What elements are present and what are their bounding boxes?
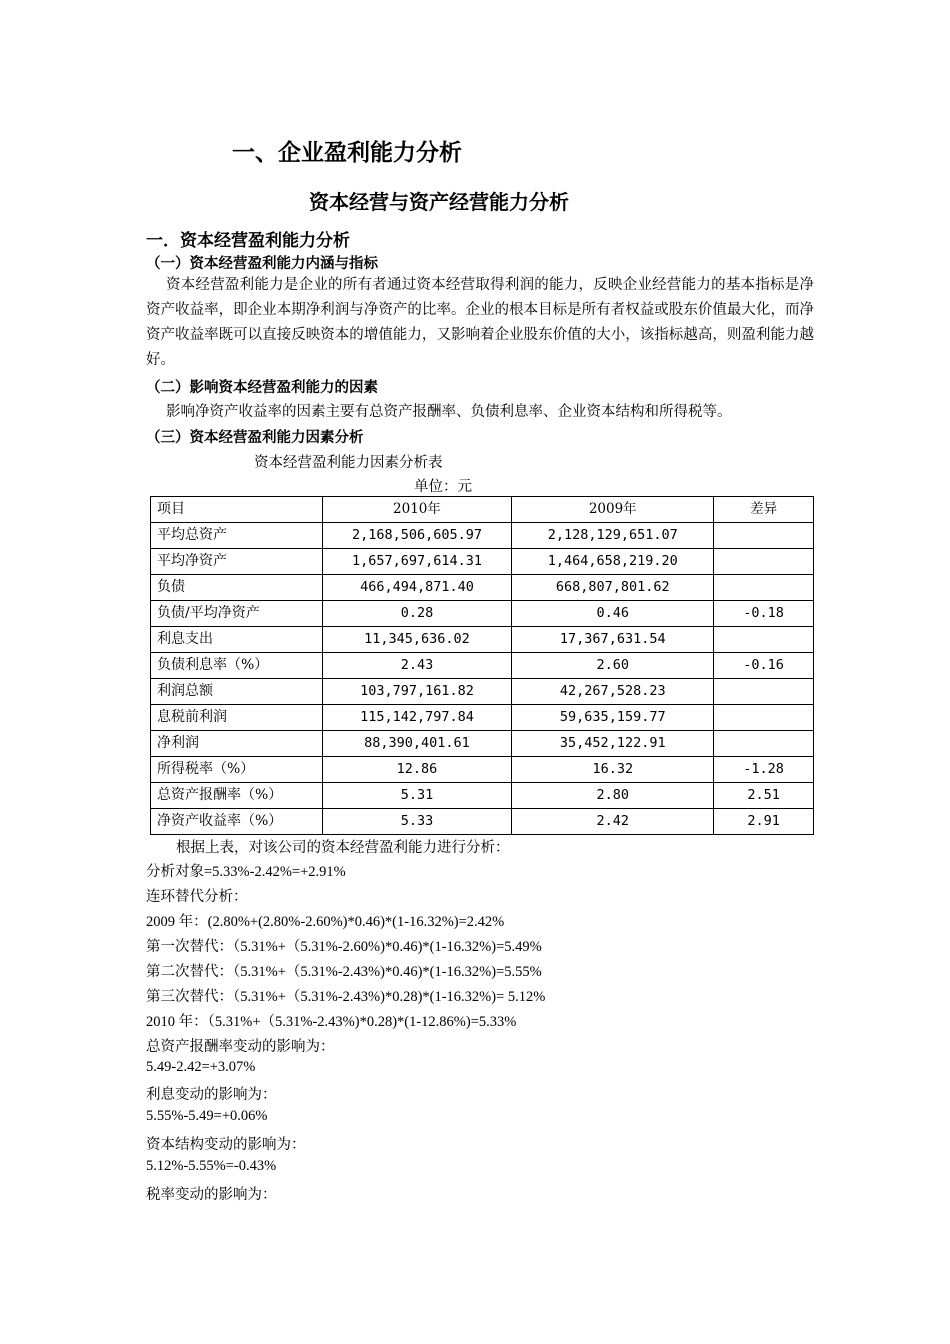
table-row-label: 所得税率（%） (151, 757, 323, 783)
calc-substitution-2: 第二次替代：（5.31%+（5.31%-2.43%)*0.46)*(1-16.32%)=5.55% (146, 964, 542, 980)
effect-asset-return-value: 5.49-2.42=+3.07% (146, 1059, 256, 1075)
table-cell: 42,267,528.23 (512, 679, 714, 705)
table-cell (714, 731, 814, 757)
table-cell: 2,128,129,651.07 (512, 523, 714, 549)
table-row-label: 平均总资产 (151, 523, 323, 549)
table-row (151, 705, 814, 731)
table-cell: 2,168,506,605.97 (322, 523, 512, 549)
table-cell: 59,635,159.77 (512, 705, 714, 731)
table-cell: 88,390,401.61 (322, 731, 512, 757)
table-row (151, 757, 814, 783)
table-row (151, 809, 814, 835)
table-cell: 2.42 (512, 809, 714, 835)
calc-2010: 2010 年：（5.31%+（5.31%-2.43%)*0.28)*(1-12.86%)=5.33% (146, 1014, 517, 1030)
table-cell: 2.51 (714, 783, 814, 809)
table-cell: 466,494,871.40 (322, 575, 512, 601)
calc-substitution-3: 第三次替代：（5.31%+（5.31%-2.43%)*0.28)*(1-16.32%)= 5.12% (146, 989, 546, 1005)
table-cell: 0.28 (322, 601, 512, 627)
effect-capital-structure-label: 资本结构变动的影响为： (146, 1137, 306, 1153)
table-caption: 资本经营盈利能力因素分析表 (254, 455, 443, 471)
table-cell: 5.31 (322, 783, 512, 809)
paragraph-factors: 影响净资产收益率的因素主要有总资产报酬率、负债利息率、企业资本结构和所得税等。 (166, 404, 732, 420)
analysis-intro: 根据上表，对该公司的资本经营盈利能力进行分析： (176, 840, 510, 856)
subsection-heading-2: （二）影响资本经营盈利能力的因素 (146, 380, 378, 396)
table-cell: 0.46 (512, 601, 714, 627)
effect-interest-label: 利息变动的影响为： (146, 1087, 277, 1103)
section-heading: 一．资本经营盈利能力分析 (146, 231, 350, 251)
table-cell: 5.33 (322, 809, 512, 835)
table-cell: 12.86 (322, 757, 512, 783)
table-cell (714, 627, 814, 653)
table-row-label: 利润总额 (151, 679, 323, 705)
table-cell (714, 679, 814, 705)
calc-substitution-1: 第一次替代：（5.31%+（5.31%-2.60%)*0.46)*(1-16.32%)=5.49% (146, 939, 542, 955)
table-row (151, 549, 814, 575)
table-cell: 16.32 (512, 757, 714, 783)
subsection-heading-3: （三）资本经营盈利能力因素分析 (146, 430, 364, 446)
effect-tax-rate-label: 税率变动的影响为： (146, 1187, 277, 1203)
table-cell: 2.60 (512, 653, 714, 679)
table-row-label: 净利润 (151, 731, 323, 757)
table-cell: 2.91 (714, 809, 814, 835)
table-row-label: 总资产报酬率（%） (151, 783, 323, 809)
analysis-method: 连环替代分析： (146, 889, 248, 905)
table-row (151, 783, 814, 809)
table-row-label: 息税前利润 (151, 705, 323, 731)
table-row (151, 601, 814, 627)
table-cell (714, 523, 814, 549)
table-cell: -0.18 (714, 601, 814, 627)
table-cell (714, 575, 814, 601)
table-cell: 35,452,122.91 (512, 731, 714, 757)
effect-asset-return-label: 总资产报酬率变动的影响为： (146, 1039, 335, 1055)
table-cell: -0.16 (714, 653, 814, 679)
table-header-row (151, 497, 814, 523)
table-row (151, 627, 814, 653)
table-cell: 1,464,658,219.20 (512, 549, 714, 575)
table-row-label: 负债利息率（%） (151, 653, 323, 679)
calc-2009: 2009 年：(2.80%+(2.80%-2.60%)*0.46)*(1-16.32%)=2.42% (146, 914, 505, 930)
table-row (151, 731, 814, 757)
table-header-cell: 2010年 (322, 497, 512, 523)
subsection-heading-1: （一）资本经营盈利能力内涵与指标 (146, 256, 378, 272)
table-header-cell: 差异 (714, 497, 814, 523)
table-row-label: 净资产收益率（%） (151, 809, 323, 835)
factor-analysis-table (150, 496, 814, 835)
table-row (151, 575, 814, 601)
table-cell: -1.28 (714, 757, 814, 783)
table-cell: 17,367,631.54 (512, 627, 714, 653)
effect-interest-value: 5.55%-5.49=+0.06% (146, 1108, 268, 1124)
table-header-cell: 项目 (151, 497, 323, 523)
table-cell: 1,657,697,614.31 (322, 549, 512, 575)
table-cell: 103,797,161.82 (322, 679, 512, 705)
table-header-cell: 2009年 (512, 497, 714, 523)
table-row-label: 利息支出 (151, 627, 323, 653)
table-row (151, 679, 814, 705)
table-cell (714, 549, 814, 575)
chapter-heading: 一、企业盈利能力分析 (232, 140, 462, 166)
table-cell: 115,142,797.84 (322, 705, 512, 731)
table-row-label: 负债 (151, 575, 323, 601)
paragraph-definition: 资本经营盈利能力是企业的所有者通过资本经营取得利润的能力，反映企业经营能力的基本指标是净资产收益率，即企业本期净利润与净资产的比率。企业的根本目标是所有者权益或股东价值最大化，而净资产收益率既可以直接反映资本的增值能力，又影响着企业股东价值的大小，该指标越高，则盈利能力越好。 (146, 277, 814, 368)
effect-capital-structure-value: 5.12%-5.55%=-0.43% (146, 1158, 277, 1174)
table-cell (714, 705, 814, 731)
analysis-object: 分析对象=5.33%-2.42%=+2.91% (146, 864, 346, 880)
table-unit: 单位：元 (414, 479, 472, 495)
table-cell: 2.80 (512, 783, 714, 809)
table-cell: 11,345,636.02 (322, 627, 512, 653)
document-title: 资本经营与资产经营能力分析 (309, 190, 569, 214)
table-row (151, 523, 814, 549)
table-cell: 2.43 (322, 653, 512, 679)
table-row-label: 平均净资产 (151, 549, 323, 575)
table-cell: 668,807,801.62 (512, 575, 714, 601)
table-row-label: 负债/平均净资产 (151, 601, 323, 627)
table-row (151, 653, 814, 679)
